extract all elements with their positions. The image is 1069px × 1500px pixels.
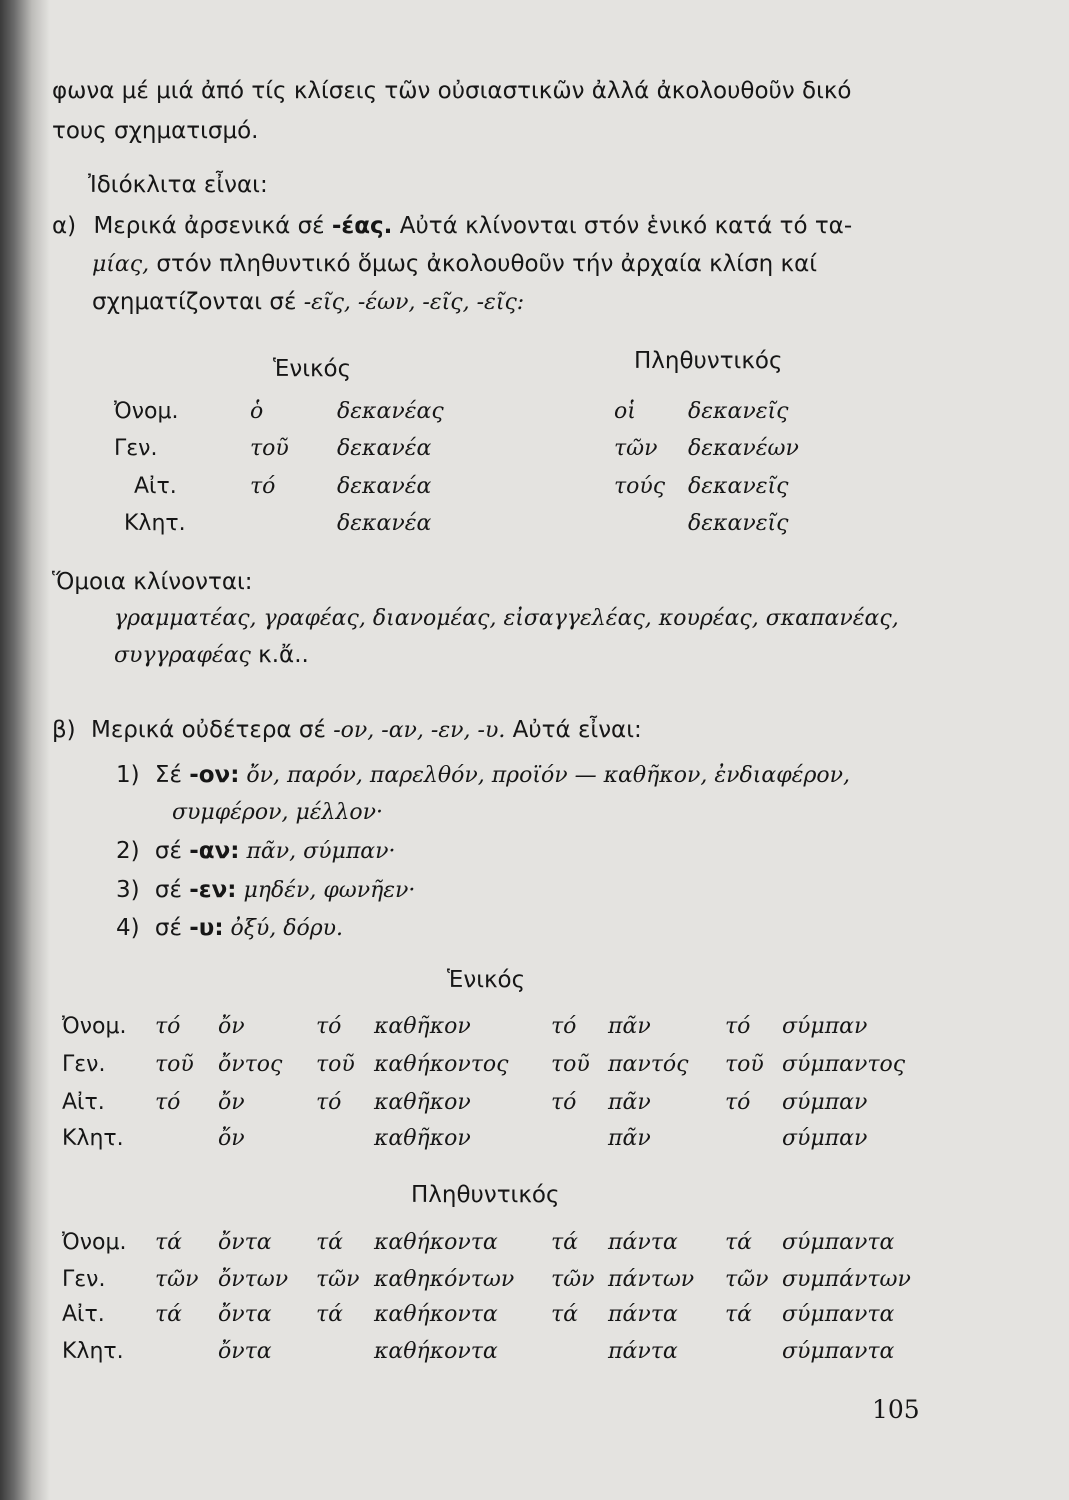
table-b-singular-heading: Ἑνικός	[447, 967, 526, 993]
table-b-cell: τά	[155, 1302, 183, 1327]
section-b-item-1: 1) Σέ -ον: ὄν, παρόν, παρελθόν, προϊόν — καθῆκον, ἐνδιαφέρον,	[116, 762, 850, 788]
idioklita-heading: Ἰδιόκλιτα εἶναι:	[88, 172, 268, 198]
table-b-cell: πᾶν	[608, 1126, 651, 1151]
section-a-marker: α)	[52, 213, 77, 239]
table-b-cell: τό	[155, 1090, 181, 1115]
section-a-line-1: α) Μερικά ἀρσενικά σέ -έας. Αὐτά κλίνονται στόν ἑνικό κατά τό τα-	[52, 213, 853, 239]
book-spine-shadow	[0, 0, 50, 1500]
table-a-cell: δεκανέας	[337, 399, 444, 424]
table-b-cell: τά	[316, 1230, 344, 1255]
table-b-cell: ὄντα	[218, 1339, 272, 1364]
table-b-cell: τά	[551, 1230, 579, 1255]
intro-line-1: φωνα μέ μιά ἀπό τίς κλίσεις τῶν οὐσιαστικῶν ἀλλά ἀκολουθοῦν δικό	[52, 78, 852, 104]
table-b-cell: τοῦ	[551, 1052, 590, 1077]
table-a-cell: τούς	[614, 474, 666, 499]
table-a-head-singular: Ἑνικός	[273, 356, 352, 382]
table-b-case-label: Αἰτ.	[62, 1302, 105, 1327]
section-b-item-3: 3) σέ -εν: μηδέν, φωνῆεν·	[116, 877, 416, 903]
table-b-cell: καθήκοντα	[374, 1339, 498, 1364]
table-b-case-label: Γεν.	[62, 1267, 106, 1292]
table-b-cell: καθηκόντων	[374, 1267, 515, 1292]
table-b-cell: τῶν	[725, 1267, 769, 1292]
table-a-cell: ὁ	[250, 399, 264, 424]
table-b-cell: τό	[725, 1014, 751, 1039]
table-b-cell: ὄντα	[218, 1302, 272, 1327]
table-b-cell: σύμπαντα	[782, 1230, 895, 1255]
table-b-cell: τῶν	[155, 1267, 199, 1292]
table-b-cell: σύμπαντα	[782, 1339, 895, 1364]
table-b-cell: καθῆκον	[374, 1090, 471, 1115]
section-a-line-2: μίας, στόν πληθυντικό ὅμως ἀκολουθοῦν τήν ἀρχαία κλίση καί	[92, 251, 818, 277]
table-b-cell: ὄντα	[218, 1230, 272, 1255]
table-a-case-label: Ὀνομ.	[114, 399, 179, 424]
section-b-item-2: 2) σέ -αν: πᾶν, σύμπαν·	[116, 838, 396, 864]
table-b-cell: πάντων	[608, 1267, 695, 1292]
table-b-cell: πάντα	[608, 1339, 678, 1364]
table-a-cell: οἱ	[614, 399, 636, 424]
table-b-cell: καθήκοντα	[374, 1230, 498, 1255]
table-b-cell: πάντα	[608, 1230, 678, 1255]
intro-line-2: τους σχηματισμό.	[52, 118, 259, 144]
table-b-case-label: Ὀνομ.	[62, 1230, 127, 1255]
table-b-cell: τά	[725, 1230, 753, 1255]
table-b-cell: τοῦ	[725, 1052, 764, 1077]
table-a-cell: δεκανέα	[337, 474, 432, 499]
table-b-cell: τῶν	[551, 1267, 595, 1292]
table-b-cell: ὄν	[218, 1126, 245, 1151]
table-b-case-label: Κλητ.	[62, 1339, 124, 1364]
table-b-cell: καθήκοντος	[374, 1052, 509, 1077]
table-b-case-label: Αἰτ.	[62, 1090, 105, 1115]
table-b-cell: καθῆκον	[374, 1014, 471, 1039]
section-b-item-1-cont: συμφέρον, μέλλον·	[172, 800, 384, 825]
table-b-cell: ὄντος	[218, 1052, 283, 1077]
table-b-cell: τά	[725, 1302, 753, 1327]
table-b-cell: τό	[155, 1014, 181, 1039]
table-b-cell: τά	[316, 1302, 344, 1327]
table-b-cell: πᾶν	[608, 1090, 651, 1115]
table-b-cell: ὄν	[218, 1014, 245, 1039]
section-b-marker: β)	[52, 717, 76, 743]
table-b-cell: πᾶν	[608, 1014, 651, 1039]
table-a-cell: δεκανεῖς	[688, 474, 789, 499]
table-a-cell: δεκανέων	[688, 436, 799, 461]
table-b-cell: παντός	[608, 1052, 689, 1077]
table-a-cell: τοῦ	[250, 436, 289, 461]
similar-label: Ὅμοια κλίνονται:	[52, 569, 253, 595]
table-b-cell: τοῦ	[155, 1052, 194, 1077]
table-b-cell: ὄν	[218, 1090, 245, 1115]
similar-line-1: γραμματέας, γραφέας, διανομέας, εἰσαγγελέας, κουρέας, σκαπανέας,	[114, 606, 899, 631]
table-b-cell: τό	[725, 1090, 751, 1115]
table-b-cell: καθήκοντα	[374, 1302, 498, 1327]
table-b-plural-heading: Πληθυντικός	[411, 1182, 560, 1208]
table-b-cell: συμπάντων	[782, 1267, 911, 1292]
table-b-cell: τό	[551, 1090, 577, 1115]
table-a-head-plural: Πληθυντικός	[634, 348, 783, 374]
table-a-cell: δεκανεῖς	[688, 399, 789, 424]
similar-line-2: συγγραφέας κ.ἄ..	[114, 642, 309, 668]
table-b-cell: τό	[551, 1014, 577, 1039]
page-number: 105	[872, 1395, 920, 1424]
table-a-cell: τό	[250, 474, 276, 499]
table-b-cell: τοῦ	[316, 1052, 355, 1077]
table-b-cell: τῶν	[316, 1267, 360, 1292]
table-b-cell: πάντα	[608, 1302, 678, 1327]
table-a-case-label: Αἰτ.	[134, 474, 177, 499]
table-b-case-label: Ὀνομ.	[62, 1014, 127, 1039]
table-b-cell: σύμπαντος	[782, 1052, 906, 1077]
table-b-cell: ὄντων	[218, 1267, 289, 1292]
table-b-cell: σύμπαν	[782, 1014, 868, 1039]
table-b-cell: τά	[551, 1302, 579, 1327]
table-a-case-label: Γεν.	[114, 436, 158, 461]
table-a-cell: δεκανεῖς	[688, 511, 789, 536]
table-a-cell: τῶν	[614, 436, 658, 461]
table-b-cell: καθῆκον	[374, 1126, 471, 1151]
table-a-cell: δεκανέα	[337, 511, 432, 536]
section-b-item-4: 4) σέ -υ: ὀξύ, δόρυ.	[116, 915, 344, 941]
table-b-cell: τό	[316, 1014, 342, 1039]
table-b-cell: σύμπαντα	[782, 1302, 895, 1327]
table-b-cell: τό	[316, 1090, 342, 1115]
table-b-cell: σύμπαν	[782, 1090, 868, 1115]
table-b-case-label: Γεν.	[62, 1052, 106, 1077]
table-a-case-label: Κλητ.	[124, 511, 186, 536]
table-a-cell: δεκανέα	[337, 436, 432, 461]
section-b-intro: β) Μερικά οὐδέτερα σέ -ον, -αν, -εν, -υ. Αὐτά εἶναι:	[52, 717, 642, 743]
section-a-line-3: σχηματίζονται σέ -εῖς, -έων, -εῖς, -εῖς:	[92, 289, 525, 315]
table-b-cell: τά	[155, 1230, 183, 1255]
table-b-case-label: Κλητ.	[62, 1126, 124, 1151]
table-b-cell: σύμπαν	[782, 1126, 868, 1151]
